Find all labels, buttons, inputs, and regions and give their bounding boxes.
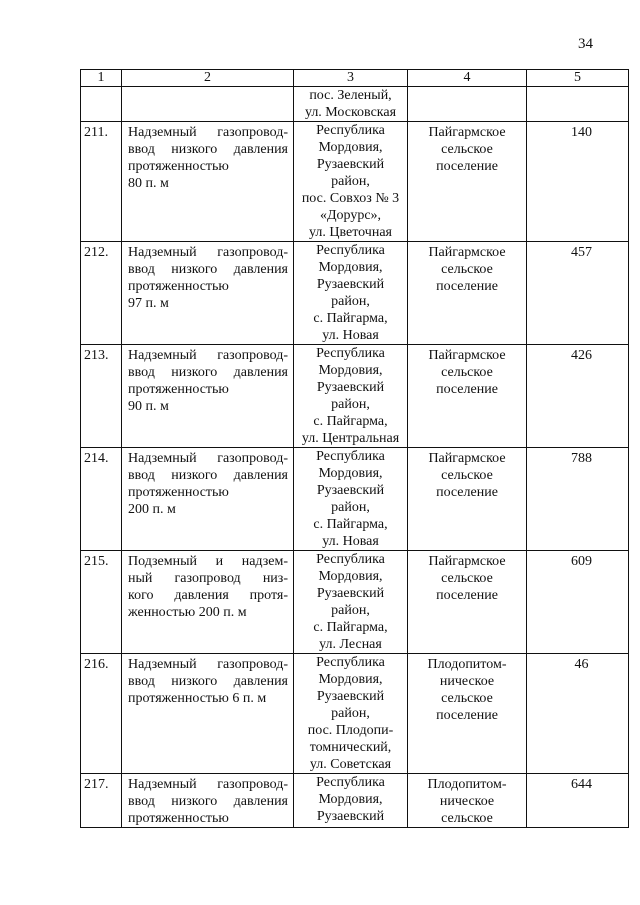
settlement-line: сельское	[441, 811, 493, 826]
address-line: с. Пайгарма,	[313, 311, 388, 326]
description-line: 97 п. м	[128, 296, 169, 311]
settlement-cell	[408, 551, 527, 654]
address-line: район,	[331, 706, 370, 721]
address-line: Рузаевский	[316, 380, 385, 395]
description-line: Подземный и надзем-	[128, 554, 288, 569]
settlement-cell	[408, 242, 527, 345]
settlement-line: поселение	[436, 159, 498, 174]
settlement-line: сельское	[441, 571, 493, 586]
row-number: 211.	[81, 122, 122, 242]
header-cell-3: 3	[294, 70, 408, 87]
continuation-row	[81, 87, 629, 122]
settlement-line: Пайгармское	[428, 125, 506, 140]
settlement-cell	[408, 122, 527, 242]
description-line: протяженностью	[128, 382, 229, 397]
description-line: ный газопровод низ-	[128, 571, 288, 586]
description-line: Надземный газопровод-	[128, 657, 288, 672]
address-line: Рузаевский	[316, 483, 385, 498]
settlement-line: Пайгармское	[428, 554, 506, 569]
address-line: район,	[331, 603, 370, 618]
address-line: пос. Совхоз № 3	[301, 191, 400, 206]
pipeline-description	[122, 242, 294, 345]
settlement-line: поселение	[436, 485, 498, 500]
address-line: район,	[331, 500, 370, 515]
settlement-line: сельское	[441, 691, 493, 706]
description-line: протяженностью	[128, 811, 229, 826]
pipeline-description	[122, 448, 294, 551]
settlement-cell	[408, 448, 527, 551]
row-number: 217.	[81, 774, 122, 828]
address-cell	[294, 242, 408, 345]
address-line: Мордовия,	[318, 260, 383, 275]
row-number: 216.	[81, 654, 122, 774]
description-line: Надземный газопровод-	[128, 451, 288, 466]
value-cell: 46	[527, 654, 629, 774]
value-cell: 644	[527, 774, 629, 828]
table-row	[81, 448, 629, 551]
address-line: Рузаевский	[316, 689, 385, 704]
row-number: 213.	[81, 345, 122, 448]
address-line: томнический,	[309, 740, 392, 755]
address-line: ул. Центральная	[301, 431, 400, 446]
description-line: Надземный газопровод-	[128, 125, 288, 140]
settlement-line: Плодопитом-	[427, 657, 507, 672]
table-row	[81, 242, 629, 345]
header-cell-1: 1	[81, 70, 122, 87]
address-line: ул. Советская	[309, 757, 392, 772]
description-line: 200 п. м	[128, 502, 176, 517]
address-line: Мордовия,	[318, 792, 383, 807]
description-line: протяженностью	[128, 279, 229, 294]
description-line: ввод низкого давления	[128, 794, 288, 809]
address-line: Мордовия,	[318, 140, 383, 155]
description-line: ввод низкого давления	[128, 365, 288, 380]
description-line: женностью 200 п. м	[128, 605, 247, 620]
value-cell	[527, 87, 629, 122]
address-line: с. Пайгарма,	[313, 414, 388, 429]
description-line: протяженностью 6 п. м	[128, 691, 267, 706]
settlement-cell	[408, 345, 527, 448]
table-row	[81, 654, 629, 774]
pipeline-description	[122, 122, 294, 242]
address-line: Мордовия,	[318, 569, 383, 584]
address-line: Рузаевский	[316, 277, 385, 292]
settlement-line: поселение	[436, 279, 498, 294]
address-line: «Дорурс»,	[319, 208, 382, 223]
description-line: Надземный газопровод-	[128, 777, 288, 792]
settlement-cell	[408, 774, 527, 828]
settlement-line: Пайгармское	[428, 348, 506, 363]
table-header-row	[81, 70, 629, 87]
pipeline-description	[122, 551, 294, 654]
description-line: протяженностью	[128, 159, 229, 174]
row-number: 215.	[81, 551, 122, 654]
table-row	[81, 551, 629, 654]
address-line: Рузаевский	[316, 157, 385, 172]
address-cell	[294, 87, 408, 122]
settlement-line: сельское	[441, 262, 493, 277]
address-line: Республика	[316, 775, 385, 790]
description-line: ввод низкого давления	[128, 142, 288, 157]
address-cell	[294, 551, 408, 654]
settlement-cell	[408, 654, 527, 774]
address-line: район,	[331, 397, 370, 412]
header-cell-2: 2	[122, 70, 294, 87]
address-cell	[294, 345, 408, 448]
description-line: Надземный газопровод-	[128, 348, 288, 363]
row-number: 212.	[81, 242, 122, 345]
address-cell	[294, 654, 408, 774]
settlement-line: Пайгармское	[428, 451, 506, 466]
address-line: ул. Новая	[322, 534, 379, 549]
value-cell: 609	[527, 551, 629, 654]
address-line: с. Пайгарма,	[313, 620, 388, 635]
settlement-line: Пайгармское	[428, 245, 506, 260]
page-number: 34	[578, 36, 593, 52]
pipeline-description	[122, 654, 294, 774]
settlement-cell	[408, 87, 527, 122]
row-number: 214.	[81, 448, 122, 551]
address-line: пос. Плодопи-	[307, 723, 394, 738]
table-row	[81, 122, 629, 242]
description-line: ввод низкого давления	[128, 262, 288, 277]
value-cell: 140	[527, 122, 629, 242]
address-line: пос. Зеленый,	[309, 88, 392, 103]
address-cell	[294, 774, 408, 828]
address-line: Мордовия,	[318, 672, 383, 687]
address-line: Мордовия,	[318, 466, 383, 481]
settlement-line: сельское	[441, 365, 493, 380]
address-line: ул. Новая	[322, 328, 379, 343]
settlement-line: сельское	[441, 468, 493, 483]
description-line: 90 п. м	[128, 399, 169, 414]
address-line: Республика	[316, 552, 385, 567]
address-line: Рузаевский	[316, 586, 385, 601]
row-number	[81, 87, 122, 122]
description-line: протяженностью	[128, 485, 229, 500]
header-cell-4: 4	[408, 70, 527, 87]
value-cell: 457	[527, 242, 629, 345]
settlement-line: поселение	[436, 588, 498, 603]
description-line: ввод низкого давления	[128, 674, 288, 689]
address-line: Республика	[316, 655, 385, 670]
description-line: ввод низкого давления	[128, 468, 288, 483]
description-line: кого давления протя-	[128, 588, 288, 603]
description-line: 80 п. м	[128, 176, 169, 191]
address-line: Рузаевский	[316, 809, 385, 824]
settlement-line: поселение	[436, 708, 498, 723]
address-line: Мордовия,	[318, 363, 383, 378]
header-cell-5: 5	[527, 70, 629, 87]
gas-pipeline-table	[80, 69, 629, 828]
table-row	[81, 345, 629, 448]
pipeline-description	[122, 87, 294, 122]
address-line: ул. Московская	[304, 105, 397, 120]
address-line: Республика	[316, 123, 385, 138]
address-line: район,	[331, 174, 370, 189]
pipeline-description	[122, 774, 294, 828]
address-line: Республика	[316, 243, 385, 258]
description-line: Надземный газопровод-	[128, 245, 288, 260]
value-cell: 788	[527, 448, 629, 551]
settlement-line: сельское	[441, 142, 493, 157]
address-cell	[294, 448, 408, 551]
address-line: с. Пайгарма,	[313, 517, 388, 532]
address-line: Республика	[316, 346, 385, 361]
settlement-line: поселение	[436, 382, 498, 397]
settlement-line: Плодопитом-	[427, 777, 507, 792]
address-line: ул. Лесная	[319, 637, 382, 652]
pipeline-description	[122, 345, 294, 448]
address-line: район,	[331, 294, 370, 309]
address-line: ул. Цветочная	[309, 225, 392, 240]
address-cell	[294, 122, 408, 242]
value-cell: 426	[527, 345, 629, 448]
address-line: Республика	[316, 449, 385, 464]
settlement-line: ническое	[439, 794, 495, 809]
table-row	[81, 774, 629, 828]
settlement-line: ническое	[439, 674, 495, 689]
